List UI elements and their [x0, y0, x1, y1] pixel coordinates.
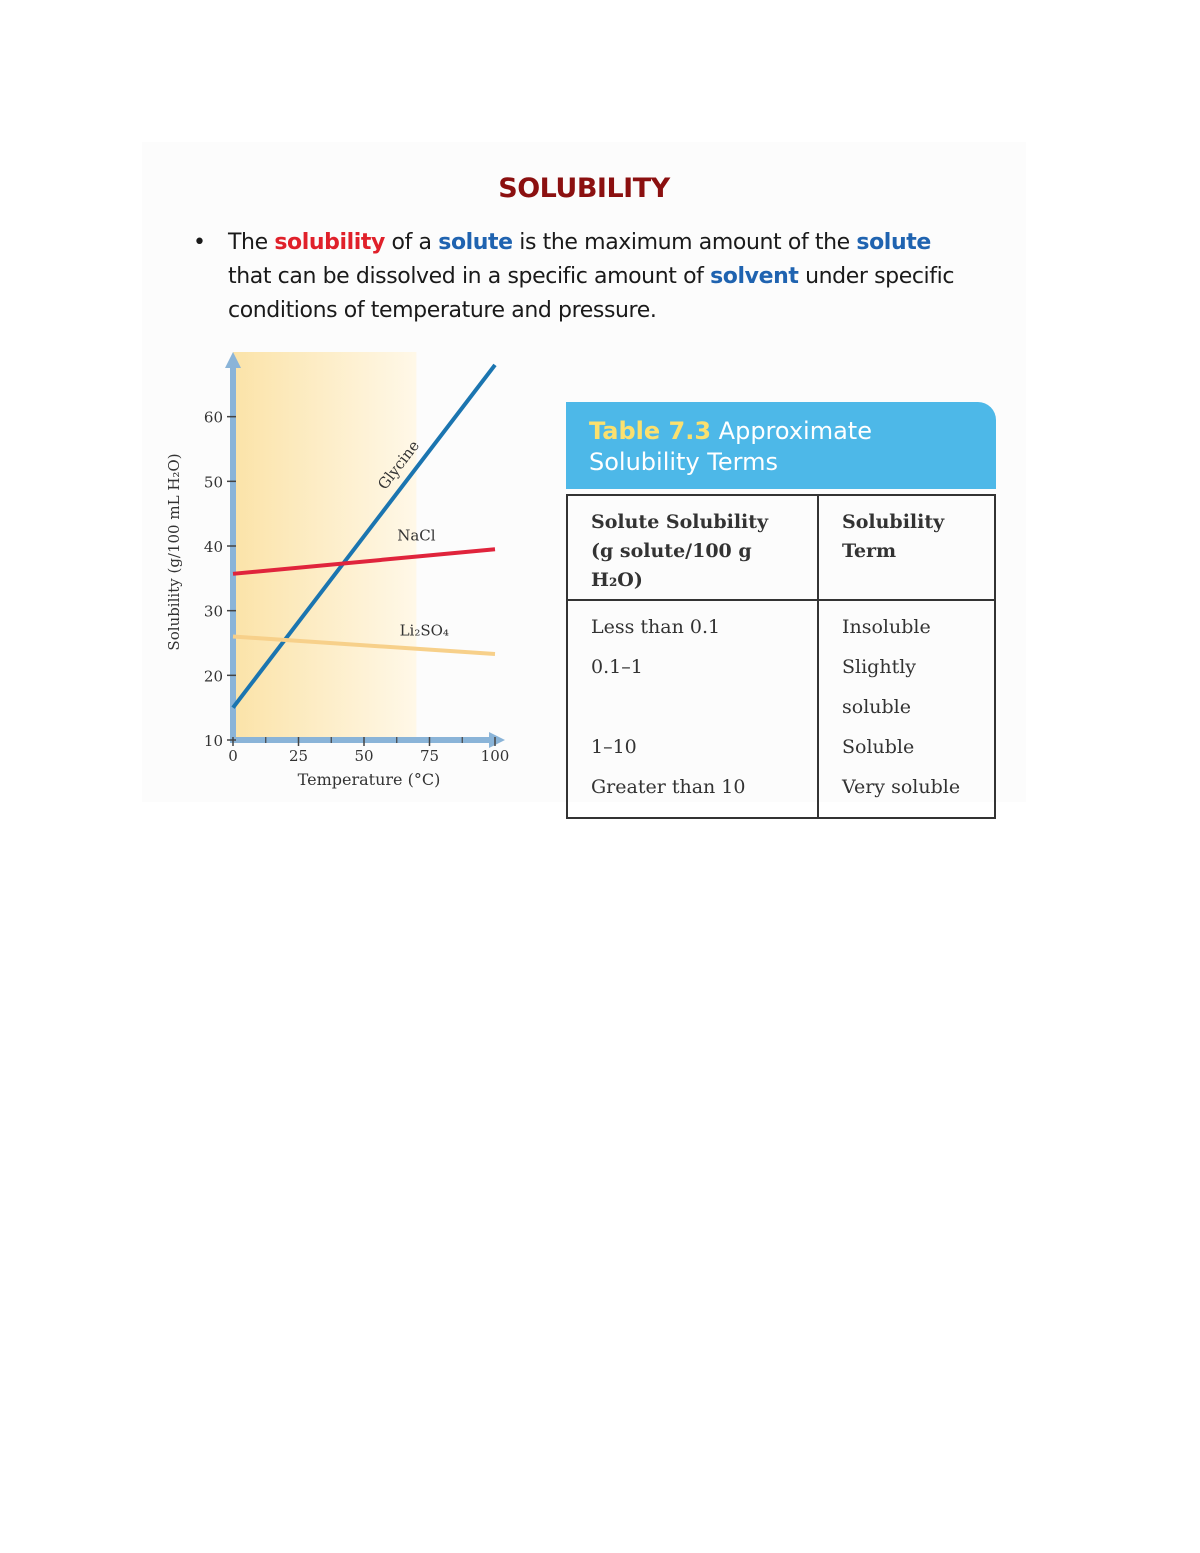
- header-line: Solute Solubility: [591, 511, 769, 533]
- keyword-solute: solute: [438, 230, 513, 255]
- header-line: (g solute/100 g H₂O): [591, 540, 752, 591]
- cell-range: 1–10: [567, 727, 818, 767]
- y-tick-label: 60: [203, 408, 223, 427]
- cell-term: Slightly soluble: [842, 656, 917, 718]
- table-number: Table 7.3: [589, 417, 712, 445]
- cell-term: Insoluble: [842, 616, 931, 638]
- series-label: Glycine: [374, 436, 424, 494]
- cell-term: Soluble: [842, 736, 915, 758]
- solubility-terms-table-card: [566, 402, 996, 819]
- y-tick-label: 20: [203, 667, 223, 686]
- series-label: NaCl: [397, 526, 436, 545]
- y-axis-line: [230, 366, 236, 743]
- text-part: is the maximum amount of the: [512, 230, 857, 255]
- x-axis-line: [233, 737, 493, 743]
- header-line: Solubility: [842, 511, 945, 533]
- table-row: [567, 767, 995, 818]
- keyword-solubility: solubility: [274, 230, 385, 255]
- table-row: [567, 600, 995, 647]
- bullet-icon: •: [193, 230, 206, 255]
- table-title-first: Approximate: [718, 417, 872, 445]
- shaded-region: [233, 352, 416, 740]
- x-tick-label: 100: [480, 747, 510, 765]
- table-title-line2: Solubility Terms: [589, 448, 778, 476]
- text-part: The: [228, 230, 275, 255]
- cell-term: Very soluble: [842, 776, 961, 798]
- table-title-line1: [589, 416, 996, 447]
- table-row: [567, 647, 995, 727]
- column-header-solubility-term: [818, 495, 995, 600]
- y-tick-label: 50: [203, 473, 223, 492]
- y-tick-label: 10: [203, 732, 223, 750]
- cell-range: 0.1–1: [567, 647, 818, 727]
- text-part: of a: [384, 230, 439, 255]
- x-axis-title: Temperature (°C): [297, 770, 441, 789]
- x-tick-label: 50: [354, 747, 374, 765]
- definition-text: [228, 226, 968, 328]
- x-axis-arrow: [489, 732, 505, 748]
- table-header-row: [567, 495, 995, 600]
- cell-range: Less than 0.1: [567, 600, 818, 647]
- cell-range: Greater than 10: [567, 767, 818, 818]
- keyword-solvent: solvent: [710, 264, 799, 289]
- column-header-solute-solubility: [567, 495, 818, 600]
- text-part: under specific conditions of temperature and pressure.: [228, 264, 955, 323]
- y-axis-title: Solubility (g/100 mL H₂O): [165, 453, 183, 651]
- text-part: that can be dissolved in a specific amount of: [228, 264, 711, 289]
- series-label: Li₂SO₄: [399, 621, 449, 640]
- x-tick-label: 75: [419, 747, 440, 765]
- solubility-chart: [155, 350, 525, 800]
- solubility-terms-table: [566, 494, 996, 819]
- y-tick-label: 40: [203, 538, 223, 556]
- keyword-solute: solute: [856, 230, 931, 255]
- table-row: [567, 727, 995, 767]
- table-header-banner: [566, 402, 996, 489]
- x-tick-label: 25: [288, 747, 309, 765]
- page-title: SOLUBILITY: [498, 173, 670, 204]
- y-tick-label: 30: [203, 602, 223, 621]
- header-line: Term: [842, 540, 897, 562]
- x-tick-label: 0: [228, 747, 238, 765]
